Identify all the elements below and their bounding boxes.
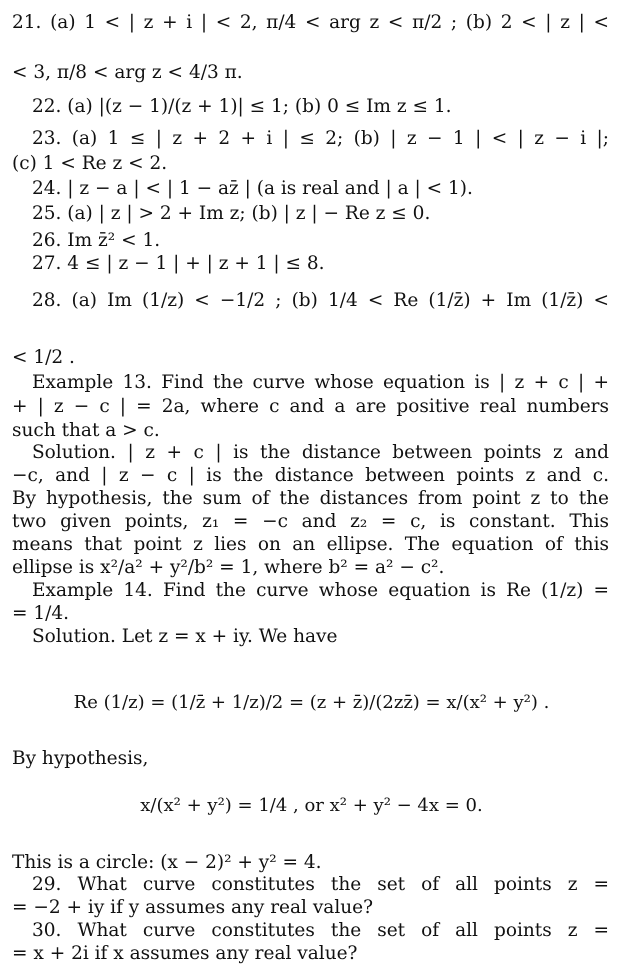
question-30-line-1: 30. What curve constitutes the set of all points z =: [32, 920, 609, 941]
example-13-solution-line-5: means that point z lies on an ellipse. The equation of this: [12, 534, 609, 555]
example-13-solution-line-2: −c, and | z − c | is the distance between points z and c.: [12, 465, 609, 486]
problem-25: 25. (a) | z | > 2 + Im z; (b) | z | − Re z ≤ 0.: [32, 203, 431, 224]
question-30-line-2: = x + 2i if x assumes any real value?: [12, 943, 358, 964]
example-13-solution-line-3: By hypothesis, the sum of the distances from point z to the: [12, 488, 609, 509]
question-29-line-2: = −2 + iy if y assumes any real value?: [12, 897, 374, 918]
example-13-line-2: + | z − c | = 2a, where c and a are positive real numbers: [12, 396, 609, 417]
example-13-line-3: such that a > c.: [12, 420, 160, 441]
problem-23-line-1: 23. (a) 1 ≤ | z + 2 + i | ≤ 2; (b) | z − 1 | < | z − i |;: [32, 128, 609, 149]
problem-21-line-1: 21. (a) 1 < | z + i | < 2, π/4 < arg z < π/2 ; (b) 2 < | z | <: [12, 12, 609, 33]
problem-28-line-1: 28. (a) Im (1/z) < −1/2 ; (b) 1/4 < Re (1/z̄) + Im (1/z̄) <: [32, 290, 609, 311]
example-13-solution-line-4: two given points, z₁ = −c and z₂ = c, is constant. This: [12, 511, 609, 532]
problem-23-line-2: (c) 1 < Re z < 2.: [12, 153, 168, 174]
question-29-line-1: 29. What curve constitutes the set of all points z =: [32, 874, 609, 895]
example-14-hypothesis: By hypothesis,: [12, 748, 149, 769]
example-14-equation-2: x/(x² + y²) = 1/4 , or x² + y² − 4x = 0.: [140, 795, 483, 816]
problem-26: 26. Im z̄² < 1.: [32, 230, 161, 251]
problem-22: 22. (a) |(z − 1)/(z + 1)| ≤ 1; (b) 0 ≤ Im z ≤ 1.: [32, 96, 452, 117]
example-14-line-1: Example 14. Find the curve whose equation is Re (1/z) =: [32, 580, 609, 601]
example-14-solution-line: Solution. Let z = x + iy. We have: [32, 626, 338, 647]
example-13-line-1: Example 13. Find the curve whose equation is | z + c | +: [32, 372, 609, 393]
example-14-line-2: = 1/4.: [12, 603, 70, 624]
example-13-solution-line-1: Solution. | z + c | is the distance between points z and: [32, 442, 609, 463]
example-14-conclusion: This is a circle: (x − 2)² + y² = 4.: [12, 852, 322, 873]
problem-21-line-2: < 3, π/8 < arg z < 4/3 π.: [12, 62, 243, 83]
problem-27: 27. 4 ≤ | z − 1 | + | z + 1 | ≤ 8.: [32, 253, 325, 274]
problem-28-line-2: < 1/2 .: [12, 347, 75, 368]
example-14-equation-1: Re (1/z) = (1/z̄ + 1/z)/2 = (z + z̄)/(2zz̄) = x/(x² + y²) .: [73, 692, 550, 713]
example-13-solution-line-6: ellipse is x²/a² + y²/b² = 1, where b² = a² − c².: [12, 557, 445, 578]
problem-24: 24. | z − a | < | 1 − az̄ | (a is real and | a | < 1).: [32, 178, 473, 199]
